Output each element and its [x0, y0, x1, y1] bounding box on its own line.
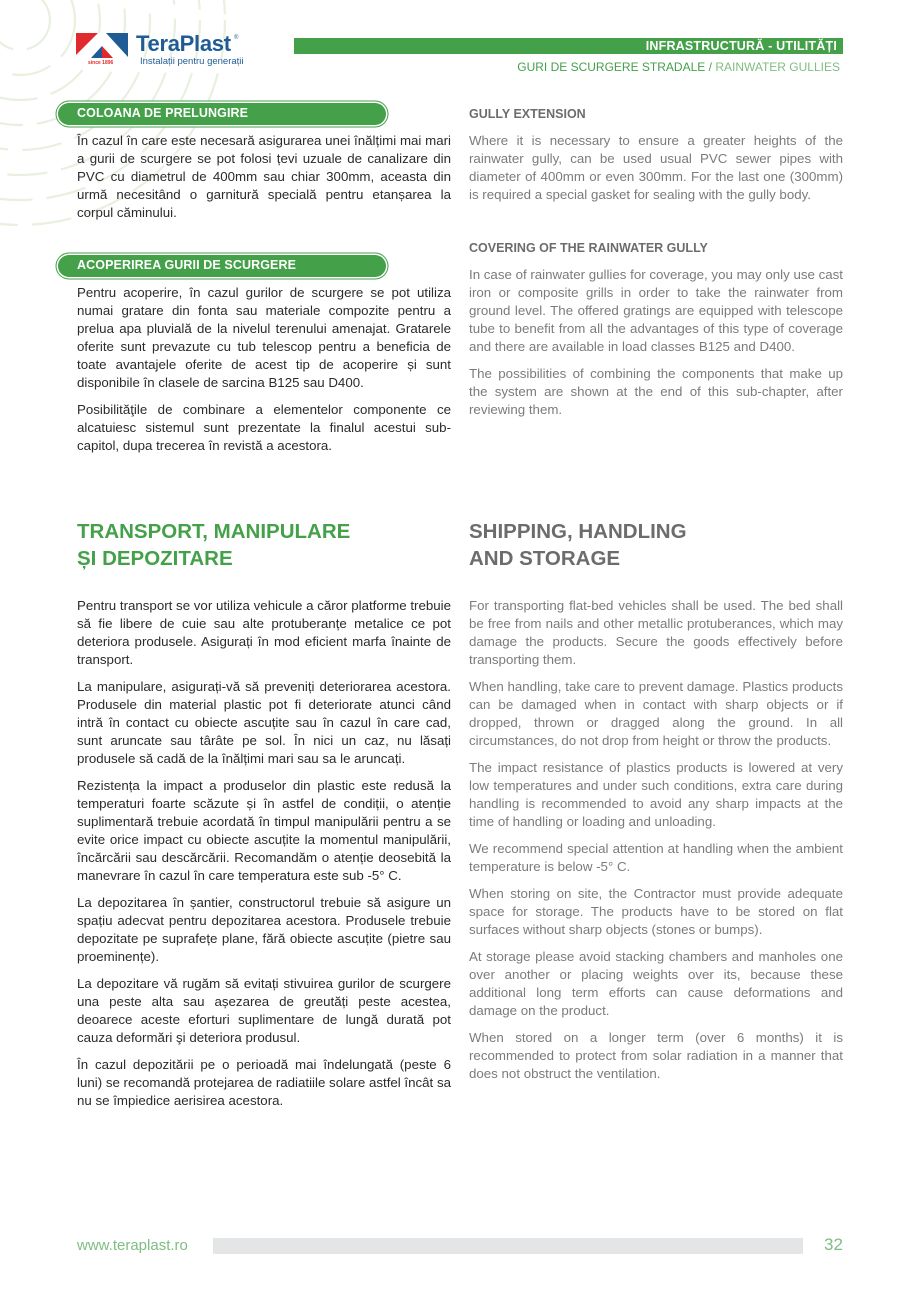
heading-covering-en: COVERING OF THE RAINWATER GULLY — [469, 241, 708, 255]
logo-since: since 1896 — [88, 60, 114, 66]
title-shipping-en — [469, 518, 687, 572]
website-link[interactable]: www.teraplast.ro — [77, 1237, 188, 1254]
registered-mark: ® — [234, 35, 239, 41]
section-bar — [294, 38, 843, 54]
footer-bar — [213, 1238, 803, 1254]
title-line: AND STORAGE — [469, 547, 621, 570]
paragraph: La depozitarea în șantier, constructorul trebuie să asigure un spațiu adecvat pentru depozitarea acestora. Produsele trebuie depozitate pe suprafețe plane, fără obiecte ascuțite (pietre sau proeminențe). — [77, 895, 451, 964]
paragraph: Rezistența la impact a produselor din plastic este redusă la temperaturi foarte scăzute și în astfel de condiții, o atenție suplimentară trebuie acordată în timpul manipulării pentru a se evite orice impact cu obiecte ascuțite la momentul manipulării, încărcării sau descărcării. Recomandăm o atenție deosebită la manevrare în cazul în care temperatura este sub -5° C. — [77, 778, 451, 883]
covering-body-ro — [77, 284, 451, 464]
paragraph: The possibilities of combining the components that make up the system are shown at the end of this sub-chapter, after reviewing them. — [469, 366, 843, 417]
breadcrumb — [517, 60, 840, 74]
breadcrumb-separator: / — [705, 60, 716, 74]
paragraph: Where it is necessary to ensure a greater heights of the rainwater gully, can be used usual PVC sewer pipes with diameter of 400mm or even 300mm. For the last one (300mm) is required a special gasket for sealing with the gully body. — [469, 133, 843, 202]
transport-body-en — [469, 597, 843, 1092]
heading-extension-ro — [58, 103, 386, 125]
teraplast-logo — [76, 33, 246, 69]
paragraph: În cazul în care este necesară asigurarea unei înălțimi mai mari a gurii de scurgere se pot folosi țevi uzuale de canalizare din PVC cu diametrul de 400mm sau chiar 300mm, aceasta din urmă necesitând o garnitură specială pentru etanșarea la corpul căminului. — [77, 133, 451, 220]
title-line: SHIPPING, HANDLING — [469, 520, 687, 543]
logo-tagline: Instalații pentru generații — [140, 56, 244, 67]
paragraph: When handling, take care to prevent damage. Plastics products can be damaged when in contact with sharp objects or if dropped, thrown or dragged along the ground. In all circumstances, do not drop from height or throw the products. — [469, 679, 843, 748]
section-label: INFRASTRUCTURĂ - UTILITĂȚI — [645, 39, 837, 53]
logo-name: TeraPlast — [136, 31, 231, 56]
paragraph: Pentru acoperire, în cazul gurilor de scurgere se pot utiliza numai gratare din fonta sau materiale compozite pentru a prelua apa pluvială de la nivelul terenului amenajat. Gratarele oferite sunt prevazute cu tub telescop pentru a beneficia de toate avantajele oferite de acest tip de acoperire și sunt disponibile în clasele de sarcina B125 sau D400. — [77, 285, 451, 390]
heading-text: ACOPERIREA GURII DE SCURGERE — [77, 258, 297, 272]
covering-body-en — [469, 266, 843, 428]
paragraph: La depozitare vă rugăm să evitați stivuirea gurilor de scurgere una peste alta sau așezarea de greutăți peste acestea, deoarece aceste eforturi suplimentare de lungă durată pot cauza deformări şi deteriora produsul. — [77, 976, 451, 1045]
extension-body-en — [469, 132, 843, 213]
paragraph: În cazul depozitării pe o perioadă mai îndelungată (peste 6 luni) se recomandă protejarea de radiatiile solare astfel încât sa nu se împiedice aerisirea acestora. — [77, 1057, 451, 1108]
heading-text: COLOANA DE PRELUNGIRE — [77, 106, 249, 120]
paragraph: We recommend special attention at handling when the ambient temperature is below -5° C. — [469, 841, 843, 874]
breadcrumb-ro: GURI DE SCURGERE STRADALE — [517, 60, 706, 74]
title-transport-ro — [77, 518, 350, 572]
paragraph: Pentru transport se vor utiliza vehicule a căror platforme trebuie să fie libere de cuie sau alte protuberanțe metalice ce pot deteriora produsele. Asigurați în mod eficient marfa înainte de transport. — [77, 598, 451, 667]
paragraph: Posibilităţile de combinare a elementelor componente ce alcatuiesc sistemul sunt prezentate la finalul acestui sub-capitol, dupa trecerea în revistă a acestora. — [77, 402, 451, 453]
paragraph: La manipulare, asigurați-vă să preveniți deteriorarea acestora. Produsele din material plastic pot fi deteriorate atunci când intră în contact cu obiecte ascuțite sau în cazul în care cad, sunt aruncate sau târâte pe sol. În nici un caz, nu lăsați produsele să cadă de la înălțimi mari sau sa le aruncați. — [77, 679, 451, 766]
title-line: ȘI DEPOZITARE — [77, 547, 233, 570]
title-line: TRANSPORT, MANIPULARE — [77, 520, 351, 543]
extension-body-ro — [77, 132, 451, 231]
paragraph: When storing on site, the Contractor must provide adequate space for storage. The products have to be stored on flat surfaces without sharp objects (stones or bumps). — [469, 886, 843, 937]
page-number: 32 — [824, 1235, 843, 1254]
paragraph: In case of rainwater gullies for coverage, you may only use cast iron or composite grills in order to take the rainwater from ground level. The offered gratings are equipped with telescope tube to benefit from all the advantages of this type of coverage and there are available in load classes B125 and D400. — [469, 267, 843, 354]
transport-body-ro — [77, 597, 451, 1119]
paragraph: At storage please avoid stacking chambers and manholes one over another or placing weights over its, because these additional long term efforts can cause deformations and damage on the product. — [469, 949, 843, 1018]
heading-covering-ro — [58, 255, 386, 277]
paragraph: When stored on a longer term (over 6 months) it is recommended to protect from solar radiation in a manner that does not obstruct the ventilation. — [469, 1030, 843, 1081]
paragraph: The impact resistance of plastics products is lowered at very low temperatures and under such conditions, extra care during handling is recommended to avoid any sharp impacts at the time of handling or loading and unloading. — [469, 760, 843, 829]
heading-extension-en: GULLY EXTENSION — [469, 107, 586, 121]
paragraph: For transporting flat-bed vehicles shall be used. The bed shall be free from nails and other metallic protuberances, which may damage the products. Secure the goods effectively before transporting them. — [469, 598, 843, 667]
breadcrumb-en: RAINWATER GULLIES — [715, 60, 840, 74]
